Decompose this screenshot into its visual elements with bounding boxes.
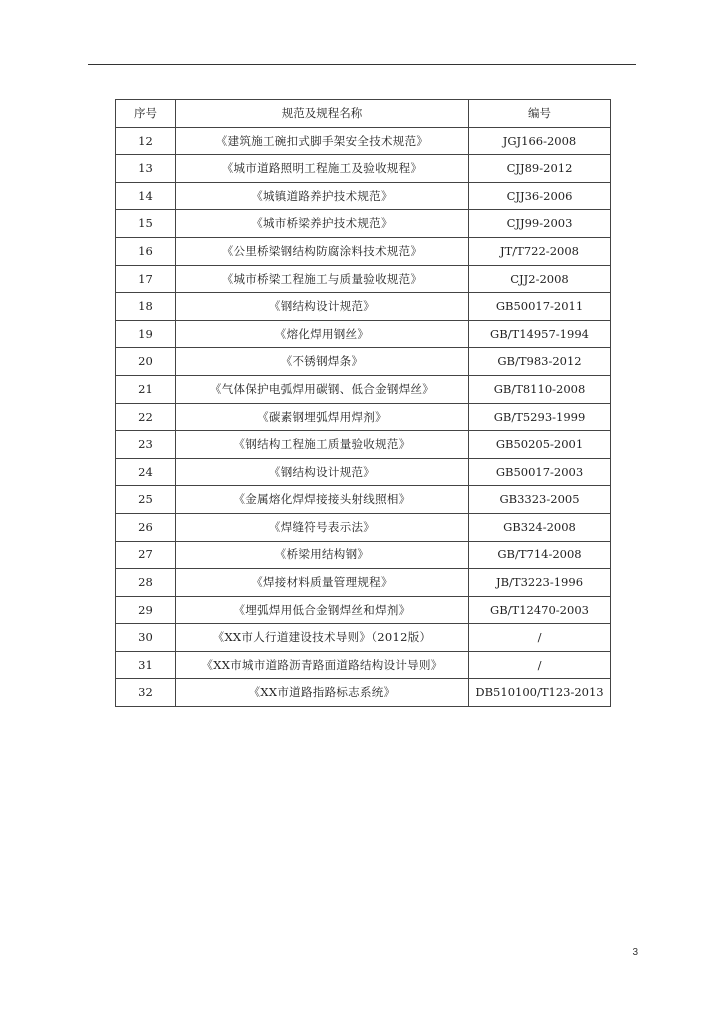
table-row	[116, 431, 611, 459]
header-rule	[88, 64, 636, 65]
row-index: 19	[116, 320, 176, 348]
row-standard-name: 《埋弧焊用低合金钢焊丝和焊剂》	[176, 596, 469, 624]
row-standard-name: 《桥梁用结构钢》	[176, 541, 469, 569]
row-index: 22	[116, 403, 176, 431]
row-standard-name: 《焊接材料质量管理规程》	[176, 569, 469, 597]
row-index: 17	[116, 265, 176, 293]
row-index: 13	[116, 155, 176, 183]
row-standard-code: JGJ166-2008	[469, 127, 611, 155]
table-row	[116, 155, 611, 183]
row-standard-name: 《不锈钢焊条》	[176, 348, 469, 376]
row-standard-name: 《碳素钢埋弧焊用焊剂》	[176, 403, 469, 431]
row-standard-name: 《熔化焊用钢丝》	[176, 320, 469, 348]
row-standard-name: 《XX市道路指路标志系统》	[176, 679, 469, 707]
table-row	[116, 486, 611, 514]
row-standard-name: 《公里桥梁钢结构防腐涂料技术规范》	[176, 237, 469, 265]
table-row	[116, 375, 611, 403]
table-row	[116, 679, 611, 707]
row-standard-code: /	[469, 624, 611, 652]
table-row	[116, 265, 611, 293]
header-code: 编号	[469, 100, 611, 128]
row-index: 30	[116, 624, 176, 652]
header-index: 序号	[116, 100, 176, 128]
row-index: 24	[116, 458, 176, 486]
standards-table	[115, 99, 611, 707]
table-row	[116, 237, 611, 265]
row-index: 12	[116, 127, 176, 155]
page-number: 3	[632, 947, 638, 958]
row-standard-name: 《钢结构设计规范》	[176, 293, 469, 321]
row-standard-code: GB/T12470-2003	[469, 596, 611, 624]
row-standard-name: 《气体保护电弧焊用碳钢、低合金钢焊丝》	[176, 375, 469, 403]
row-standard-name: 《城市桥梁工程施工与质量验收规范》	[176, 265, 469, 293]
row-index: 28	[116, 569, 176, 597]
row-index: 27	[116, 541, 176, 569]
table-row	[116, 624, 611, 652]
row-standard-code: GB3323-2005	[469, 486, 611, 514]
row-standard-name: 《钢结构设计规范》	[176, 458, 469, 486]
row-index: 26	[116, 513, 176, 541]
row-index: 16	[116, 237, 176, 265]
row-standard-code: /	[469, 651, 611, 679]
row-standard-name: 《城市桥梁养护技术规范》	[176, 210, 469, 238]
row-standard-name: 《XX市城市道路沥青路面道路结构设计导则》	[176, 651, 469, 679]
row-standard-code: CJJ2-2008	[469, 265, 611, 293]
row-standard-code: CJJ89-2012	[469, 155, 611, 183]
row-standard-code: GB/T983-2012	[469, 348, 611, 376]
row-standard-code: GB/T714-2008	[469, 541, 611, 569]
row-standard-code: GB50205-2001	[469, 431, 611, 459]
row-standard-code: CJJ36-2006	[469, 182, 611, 210]
row-standard-code: GB50017-2003	[469, 458, 611, 486]
row-index: 32	[116, 679, 176, 707]
row-index: 18	[116, 293, 176, 321]
row-standard-name: 《焊缝符号表示法》	[176, 513, 469, 541]
row-standard-name: 《建筑施工碗扣式脚手架安全技术规范》	[176, 127, 469, 155]
row-standard-code: GB/T8110-2008	[469, 375, 611, 403]
row-standard-code: GB/T14957-1994	[469, 320, 611, 348]
row-standard-code: JT/T722-2008	[469, 237, 611, 265]
row-standard-name: 《钢结构工程施工质量验收规范》	[176, 431, 469, 459]
table-row	[116, 541, 611, 569]
row-standard-code: GB324-2008	[469, 513, 611, 541]
row-standard-code: GB50017-2011	[469, 293, 611, 321]
row-standard-code: DB510100/T123-2013	[469, 679, 611, 707]
header-name: 规范及规程名称	[176, 100, 469, 128]
table-row	[116, 596, 611, 624]
row-standard-name: 《城镇道路养护技术规范》	[176, 182, 469, 210]
row-index: 15	[116, 210, 176, 238]
row-index: 21	[116, 375, 176, 403]
row-standard-code: JB/T3223-1996	[469, 569, 611, 597]
row-standard-name: 《XX市人行道建设技术导则》（2012版）	[176, 624, 469, 652]
row-standard-code: GB/T5293-1999	[469, 403, 611, 431]
table-row	[116, 513, 611, 541]
row-index: 23	[116, 431, 176, 459]
table-row	[116, 348, 611, 376]
row-index: 29	[116, 596, 176, 624]
table-row	[116, 127, 611, 155]
row-standard-name: 《金属熔化焊焊接接头射线照相》	[176, 486, 469, 514]
row-standard-code: CJJ99-2003	[469, 210, 611, 238]
row-index: 14	[116, 182, 176, 210]
row-index: 25	[116, 486, 176, 514]
row-standard-name: 《城市道路照明工程施工及验收规程》	[176, 155, 469, 183]
table-row	[116, 651, 611, 679]
table-body	[116, 127, 611, 706]
row-index: 31	[116, 651, 176, 679]
table-row	[116, 458, 611, 486]
table-row	[116, 569, 611, 597]
table-row	[116, 403, 611, 431]
table-row	[116, 210, 611, 238]
table-row	[116, 293, 611, 321]
table-row	[116, 320, 611, 348]
table-header-row	[116, 100, 611, 128]
table-row	[116, 182, 611, 210]
row-index: 20	[116, 348, 176, 376]
